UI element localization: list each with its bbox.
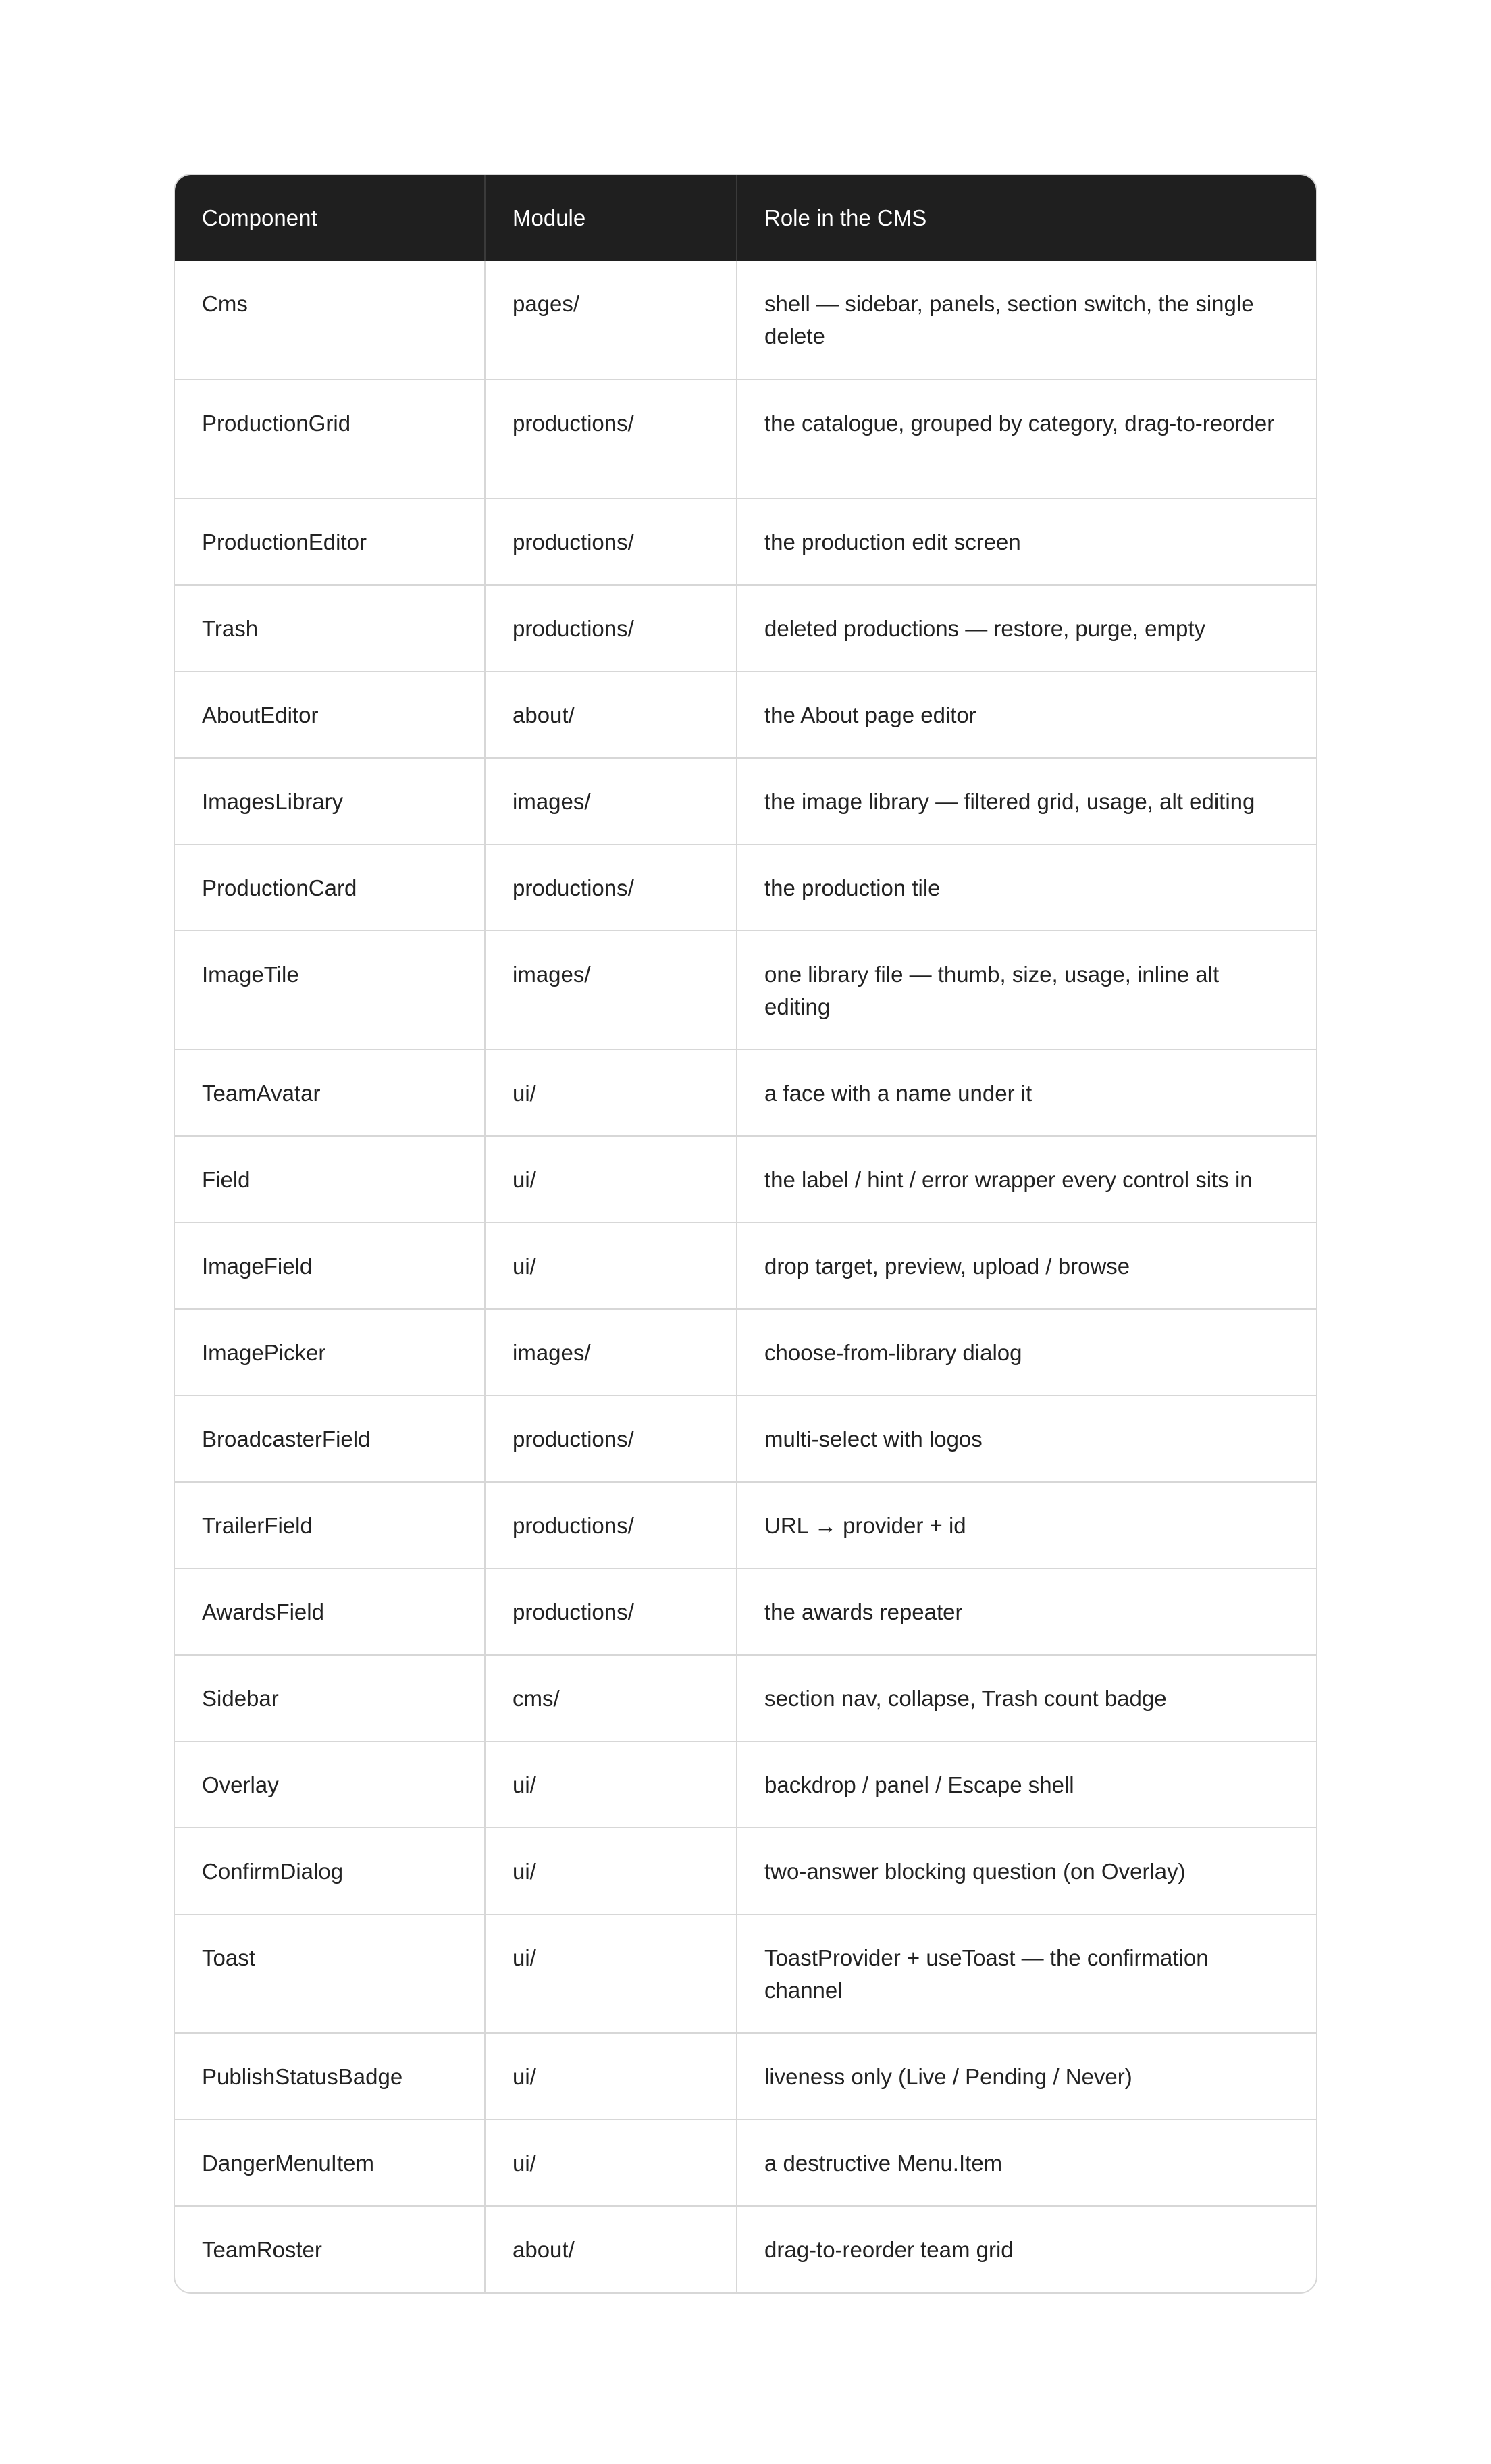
cell-component: ProductionCard: [175, 844, 485, 931]
table-row: [175, 1309, 1316, 1395]
table-row: [175, 1395, 1316, 1482]
cell-role: ToastProvider + useToast — the confirmation channel: [737, 1914, 1316, 2033]
cell-module: productions/: [485, 1482, 737, 1568]
cell-role: drop target, preview, upload / browse: [737, 1223, 1316, 1309]
cell-role: a face with a name under it: [737, 1050, 1316, 1136]
table-row: [175, 2120, 1316, 2206]
table-row: [175, 1741, 1316, 1828]
cell-component: BroadcasterField: [175, 1395, 485, 1482]
cell-module: ui/: [485, 1136, 737, 1223]
cell-module: productions/: [485, 585, 737, 671]
cell-module: ui/: [485, 1914, 737, 2033]
table-row: [175, 758, 1316, 844]
table-header: [175, 175, 1316, 261]
cell-module: pages/: [485, 261, 737, 380]
cell-component: Cms: [175, 261, 485, 380]
cell-component: Sidebar: [175, 1655, 485, 1741]
cell-component: TeamRoster: [175, 2206, 485, 2292]
cell-component: TrailerField: [175, 1482, 485, 1568]
cell-role: a destructive Menu.Item: [737, 2120, 1316, 2206]
cell-module: ui/: [485, 1828, 737, 1914]
cell-role: the About page editor: [737, 671, 1316, 758]
cell-module: ui/: [485, 1741, 737, 1828]
table-row: [175, 1136, 1316, 1223]
cell-module: ui/: [485, 2033, 737, 2120]
table-row: [175, 1482, 1316, 1568]
cell-component: ImagePicker: [175, 1309, 485, 1395]
cell-module: images/: [485, 931, 737, 1050]
cell-module: ui/: [485, 1223, 737, 1309]
table-row: [175, 1655, 1316, 1741]
table-row: [175, 380, 1316, 498]
header-component: Component: [175, 175, 485, 261]
cell-module: images/: [485, 758, 737, 844]
cell-module: productions/: [485, 380, 737, 498]
table-row: [175, 498, 1316, 585]
cell-component: ProductionGrid: [175, 380, 485, 498]
table-row: [175, 1568, 1316, 1655]
cell-component: Field: [175, 1136, 485, 1223]
table-row: [175, 261, 1316, 380]
table-row: [175, 1914, 1316, 2033]
cell-role: URL → provider + id: [737, 1482, 1316, 1568]
cell-role: two-answer blocking question (on Overlay): [737, 1828, 1316, 1914]
cell-component: AwardsField: [175, 1568, 485, 1655]
cell-role: the label / hint / error wrapper every control sits in: [737, 1136, 1316, 1223]
cell-component: ConfirmDialog: [175, 1828, 485, 1914]
table-row: [175, 931, 1316, 1050]
cell-role: the awards repeater: [737, 1568, 1316, 1655]
header-row: [175, 175, 1316, 261]
cell-role: the catalogue, grouped by category, drag-to-reorder: [737, 380, 1316, 498]
table-row: [175, 671, 1316, 758]
cell-component: Overlay: [175, 1741, 485, 1828]
cell-role: section nav, collapse, Trash count badge: [737, 1655, 1316, 1741]
cell-component: PublishStatusBadge: [175, 2033, 485, 2120]
cell-component: TeamAvatar: [175, 1050, 485, 1136]
cell-role: liveness only (Live / Pending / Never): [737, 2033, 1316, 2120]
table-row: [175, 844, 1316, 931]
cell-role: the production tile: [737, 844, 1316, 931]
cell-role: drag-to-reorder team grid: [737, 2206, 1316, 2292]
cell-role: shell — sidebar, panels, section switch, the single delete: [764, 291, 1254, 349]
header-module: Module: [485, 175, 737, 261]
cell-component: ProductionEditor: [175, 498, 485, 585]
header-role: Role in the CMS: [764, 205, 927, 230]
cell-component: ImageField: [175, 1223, 485, 1309]
cell-role: the image library — filtered grid, usage, alt editing: [737, 758, 1316, 844]
cell-role: the production edit screen: [737, 498, 1316, 585]
cell-component: AboutEditor: [175, 671, 485, 758]
cell-module: productions/: [485, 1395, 737, 1482]
cell-module: ui/: [485, 2120, 737, 2206]
cell-module: productions/: [485, 498, 737, 585]
cell-module: ui/: [485, 1050, 737, 1136]
table-row: [175, 1223, 1316, 1309]
cell-module: productions/: [485, 1568, 737, 1655]
cell-module: images/: [485, 1309, 737, 1395]
table-row: [175, 1050, 1316, 1136]
cell-module: about/: [485, 671, 737, 758]
table: [175, 175, 1316, 2292]
cell-component: Toast: [175, 1914, 485, 2033]
cell-role: one library file — thumb, size, usage, inline alt editing: [737, 931, 1316, 1050]
table-row: [175, 2033, 1316, 2120]
cell-role: multi-select with logos: [737, 1395, 1316, 1482]
cell-role: backdrop / panel / Escape shell: [737, 1741, 1316, 1828]
table-row: [175, 1828, 1316, 1914]
cell-role: choose-from-library dialog: [737, 1309, 1316, 1395]
table-row: [175, 585, 1316, 671]
cell-module: cms/: [485, 1655, 737, 1741]
cell-component: ImageTile: [175, 931, 485, 1050]
cell-module: about/: [485, 2206, 737, 2292]
cell-component: Trash: [175, 585, 485, 671]
table-body: [175, 261, 1316, 2292]
table-row: [175, 2206, 1316, 2292]
cell-component: DangerMenuItem: [175, 2120, 485, 2206]
cell-module: productions/: [485, 844, 737, 931]
cell-component: ImagesLibrary: [175, 758, 485, 844]
components-table: [174, 174, 1317, 2294]
cell-role: deleted productions — restore, purge, empty: [737, 585, 1316, 671]
